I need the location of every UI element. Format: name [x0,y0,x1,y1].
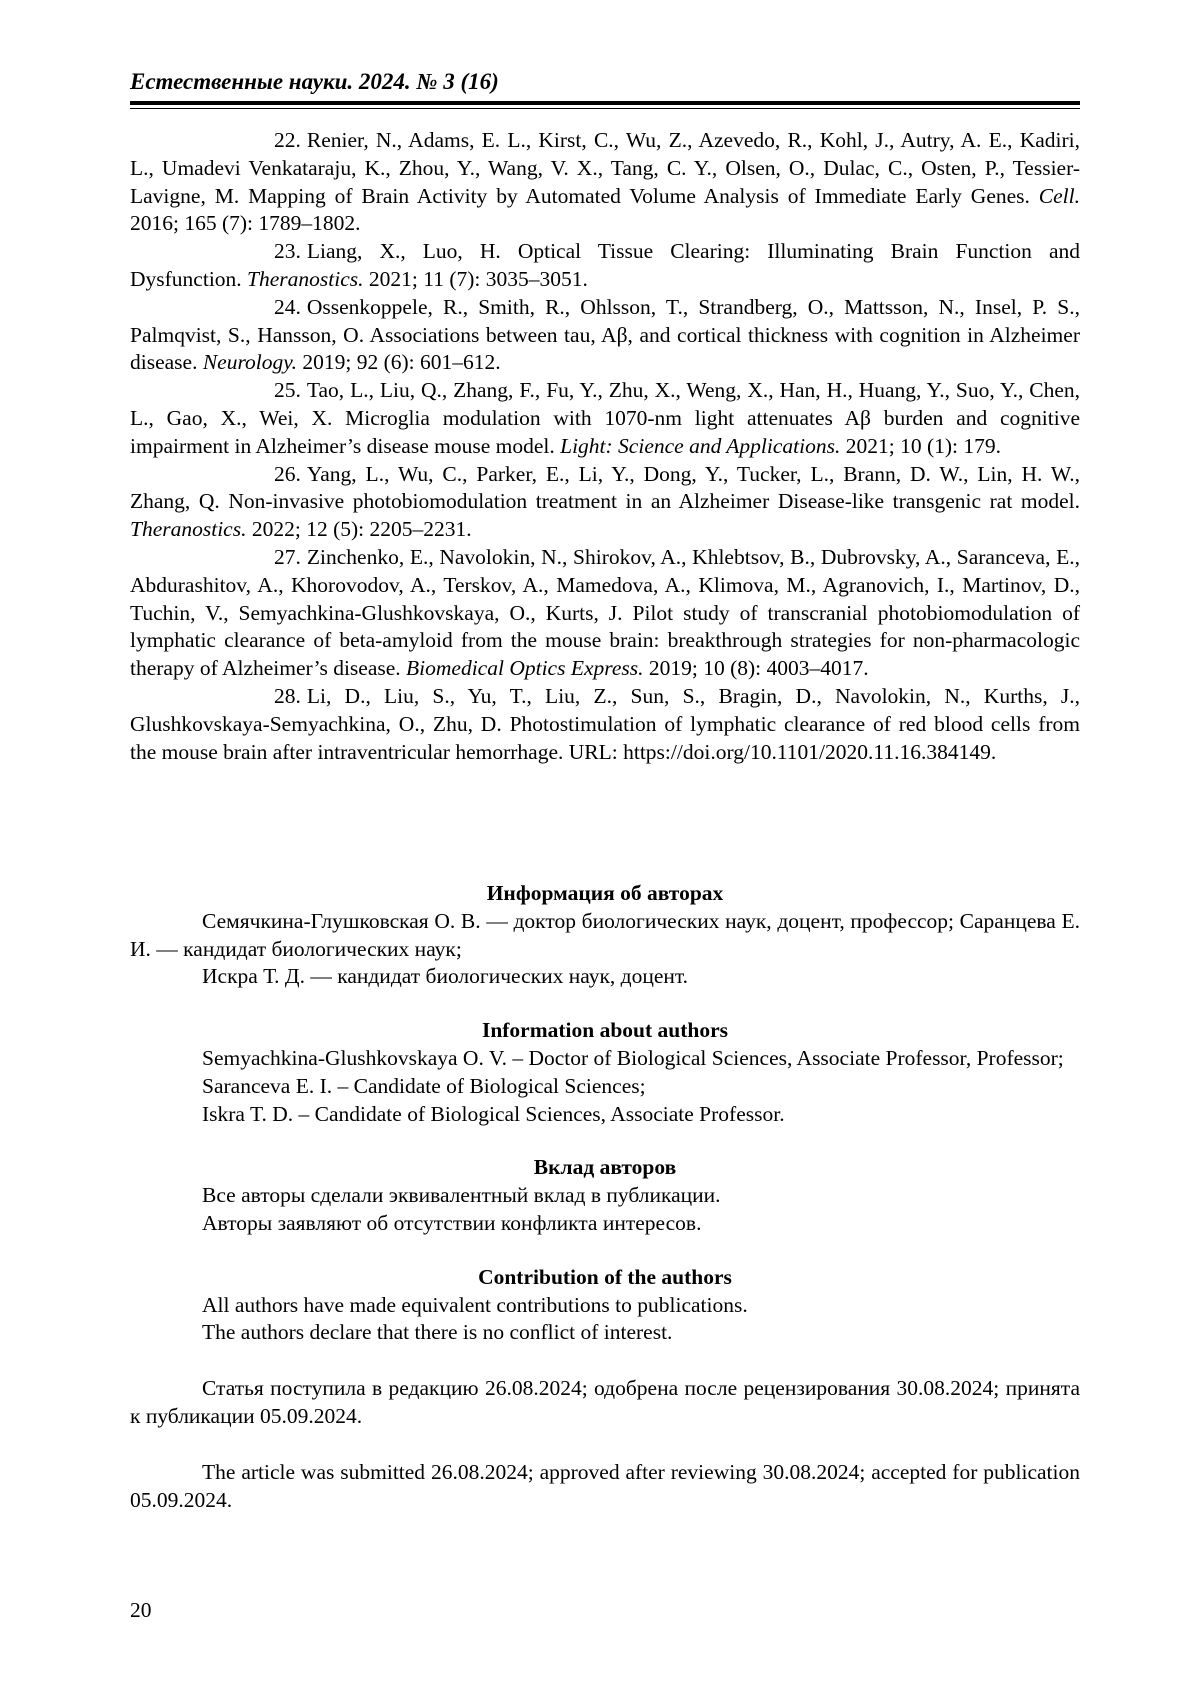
reference-text: Li, D., Liu, S., Yu, T., Liu, Z., Sun, S., Bragin, D., Navolokin, N., Kurths, J., Glushkovskaya-Semyachkina, O., Zhu, D. Photostimulation of lymphatic clearance of red blood cells from the mouse brain after intraventricular hemorrhage. URL: https://doi.org/10.1101/2020.11.16.384149. [130,683,1080,764]
reference-item [130,238,1080,294]
reference-number: 27. [274,544,301,569]
page-number: 20 [130,1598,152,1622]
reference-item [130,683,1080,766]
authors-en-title: Information about authors [481,1018,729,1043]
contribution-en-line: All authors have made equivalent contributions to publications. [202,1292,748,1317]
reference-number: 26. [274,461,301,486]
reference-text: Zinchenko, E., Navolokin, N., Shirokov, A., Khlebtsov, B., Dubrovsky, A., Saranceva, E., Abdurashitov, A., Khorovodov, A., Terskov, A., Mamedova, A., Klimova, M., Agranovich, I., Martinov, D., Tuchin, V., Semyachkina-Glushkovskaya, O., Kurts, J. Pilot study of transcranial photobiomodulation of lymphatic clearance of beta-amyloid from the mouse brain: breakthrough strategies for non-pharmacologic therapy of Alzheimer’s disease. [130,544,1080,681]
reference-journal: Cell. [1038,183,1080,208]
reference-text: Tao, L., Liu, Q., Zhang, F., Fu, Y., Zhu, X., Weng, X., Han, H., Huang, Y., Suo, Y., Chen, L., Gao, X., Wei, X. Microglia modulation with 1070-nm light attenuates Aβ burden and cognitive impairment in Alzheimer’s disease mouse model. [130,378,1080,458]
reference-number: 22. [274,128,301,152]
authors-ru-line: Искра Т. Д. — кандидат биологических наук, доцент. [202,964,689,989]
reference-item [130,377,1080,460]
authors-ru-title: Информация об авторах [486,881,724,905]
reference-item [130,294,1080,377]
reference-journal: Neurology. [202,350,298,375]
reference-item [130,461,1080,544]
contribution-en-title: Contribution of the authors [478,1264,732,1289]
contribution-ru-line: Авторы заявляют об отсутствии конфликта интересов. [202,1210,702,1235]
reference-journal: Biomedical Optics Express. [406,656,644,681]
reference-number: 28. [274,683,301,708]
reference-details: 2016; 165 (7): 1789–1802. [130,211,361,236]
reference-item [130,544,1080,683]
reference-number: 23. [274,239,301,264]
submission-dates-en: The article was submitted 26.08.2024; approved after reviewing 30.08.2024; accepted for publication 05.09.2024. [130,1459,1080,1512]
contribution-en-line: The authors declare that there is no conflict of interest. [202,1320,673,1345]
authors-en-line: Semyachkina-Glushkovskaya O. V. – Doctor of Biological Sciences, Associate Professor, Professor; [202,1045,1064,1070]
reference-item [130,127,1080,238]
authors-en-line: Saranceva E. I. – Candidate of Biological Sciences; [202,1073,646,1098]
submission-dates-ru: Статья поступила в редакцию 26.08.2024; одобрена после рецензирования 30.08.2024; принята к публикации 05.09.2024. [130,1376,1080,1428]
article-back-matter [130,880,1080,1514]
reference-journal: Light: Science and Applications. [560,433,841,458]
reference-details: 2021; 11 (7): 3035–3051. [363,266,588,291]
reference-journal: Theranostics. [130,517,247,542]
contribution-ru-line: Все авторы сделали эквивалентный вклад в публикации. [202,1183,721,1208]
reference-details: 2021; 10 (1): 179. [840,433,1002,458]
reference-text: Renier, N., Adams, E. L., Kirst, C., Wu, Z., Azevedo, R., Kohl, J., Autry, A. E., Kadiri, L., Umadevi Venkataraju, K., Zhou, Y., Wang, V. X., Tang, C. Y., Olsen, O., Dulac, C., Osten, P., Tessier-Lavigne, M. Mapping of Brain Activity by Automated Volume Analysis of Immediate Early Genes. [130,128,1080,208]
reference-details: 2022; 12 (5): 2205–2231. [246,517,472,542]
authors-ru-line: Семячкина-Глушковская О. В. — доктор биологических наук, доцент, профессор; Саранцева Е. И. — кандидат биологических наук; [130,908,1080,961]
reference-number: 25. [274,378,301,403]
reference-details: 2019; 92 (6): 601–612. [297,350,501,375]
reference-text: Liang, X., Luo, H. Optical Tissue Clearing: Illuminating Brain Function and Dysfunction. [130,239,1080,291]
reference-text: Yang, L., Wu, C., Parker, E., Li, Y., Dong, Y., Tucker, L., Brann, D. W., Lin, H. W., Zhang, Q. Non-invasive photobiomodulation treatment in an Alzheimer Disease-like transgenic rat model. [130,461,1080,514]
reference-number: 24. [274,294,301,319]
contribution-ru-title: Вклад авторов [533,1155,677,1180]
running-header: Естественные науки. 2024. № 3 (16) [130,69,499,94]
header-rule-thick [130,101,1080,105]
reference-journal: Theranostics. [247,266,364,291]
reference-text: Ossenkoppele, R., Smith, R., Ohlsson, T., Strandberg, O., Mattsson, N., Insel, P. S., Palmqvist, S., Hansson, O. Associations between tau, Aβ, and cortical thickness with cognition in Alzheimer disease. [130,294,1080,375]
reference-list [130,127,1080,766]
authors-en-line: Iskra T. D. – Candidate of Biological Sciences, Associate Professor. [202,1101,785,1126]
header-rule-thin [130,108,1080,109]
reference-details: 2019; 10 (8): 4003–4017. [643,656,869,681]
